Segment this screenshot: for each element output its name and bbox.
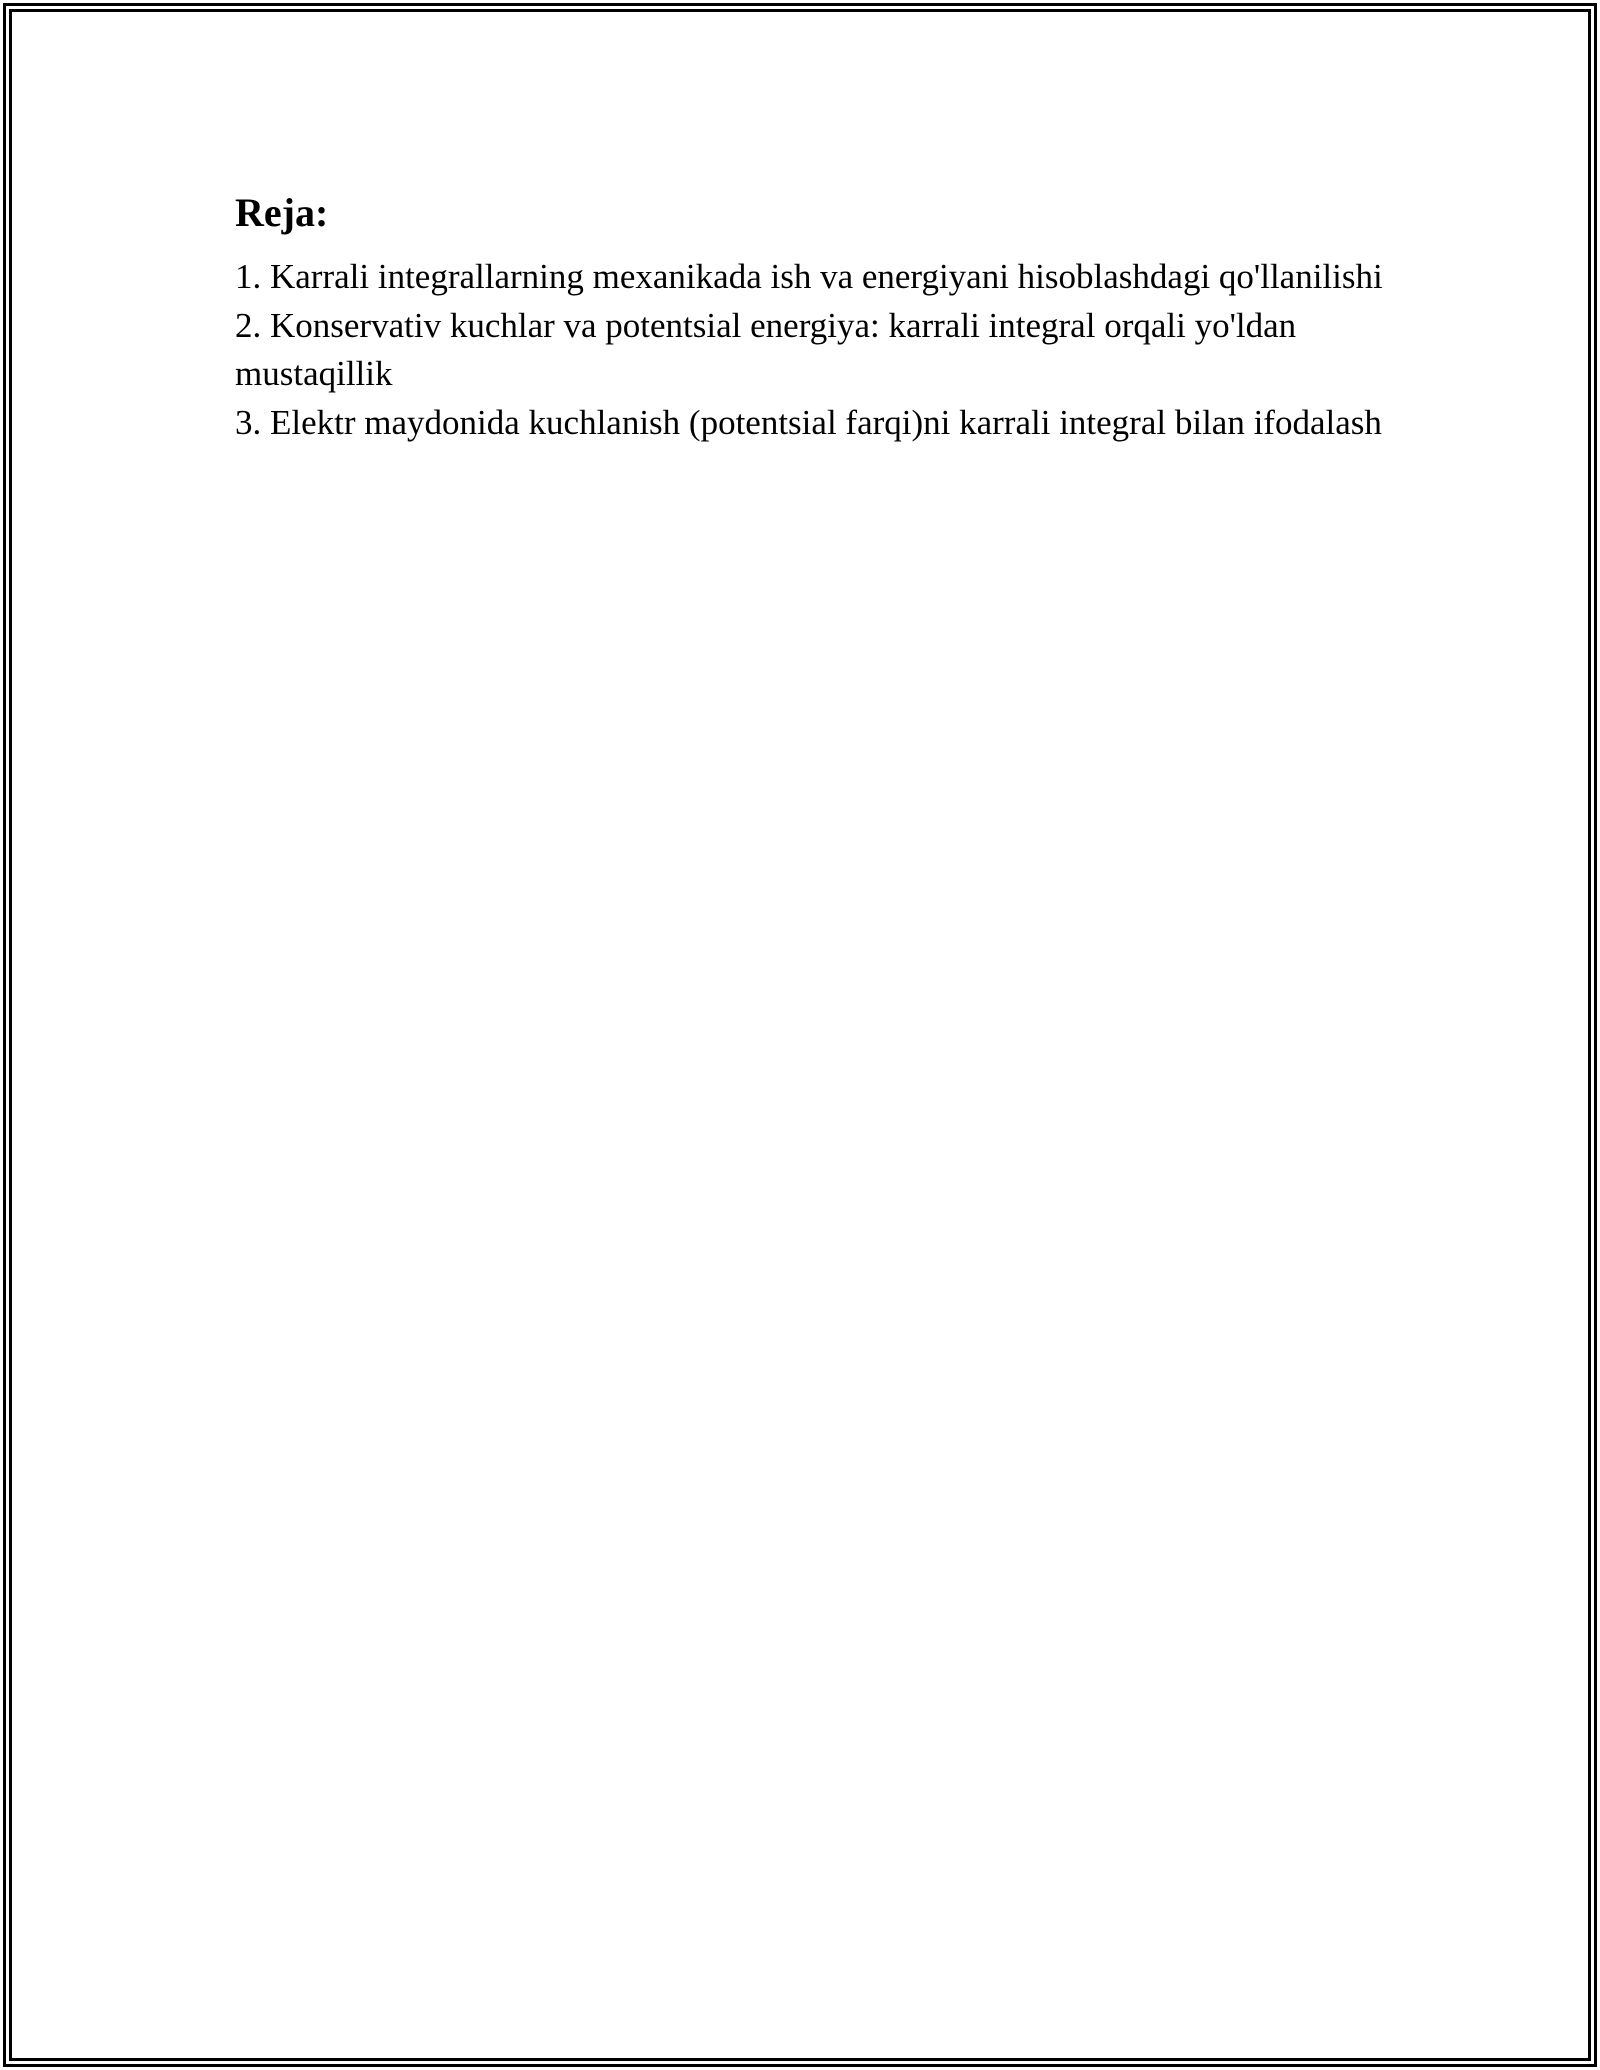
- plan-item-3: 3. Elektr maydonida kuchlanish (potentsial farqi)ni karrali integral bilan ifodalash: [235, 402, 1382, 442]
- plan-item-2: 2. Konservativ kuchlar va potentsial energiya: karrali integral orqali yo'ldan mustaqillik: [235, 305, 1297, 393]
- plan-title: Reja:: [235, 190, 329, 235]
- plan-item-1: 1. Karrali integrallarning mexanikada ish va energiyani hisoblashdagi qo'llanilishi: [235, 257, 1383, 296]
- plan-list: [235, 253, 1385, 447]
- document-body: [235, 185, 1385, 447]
